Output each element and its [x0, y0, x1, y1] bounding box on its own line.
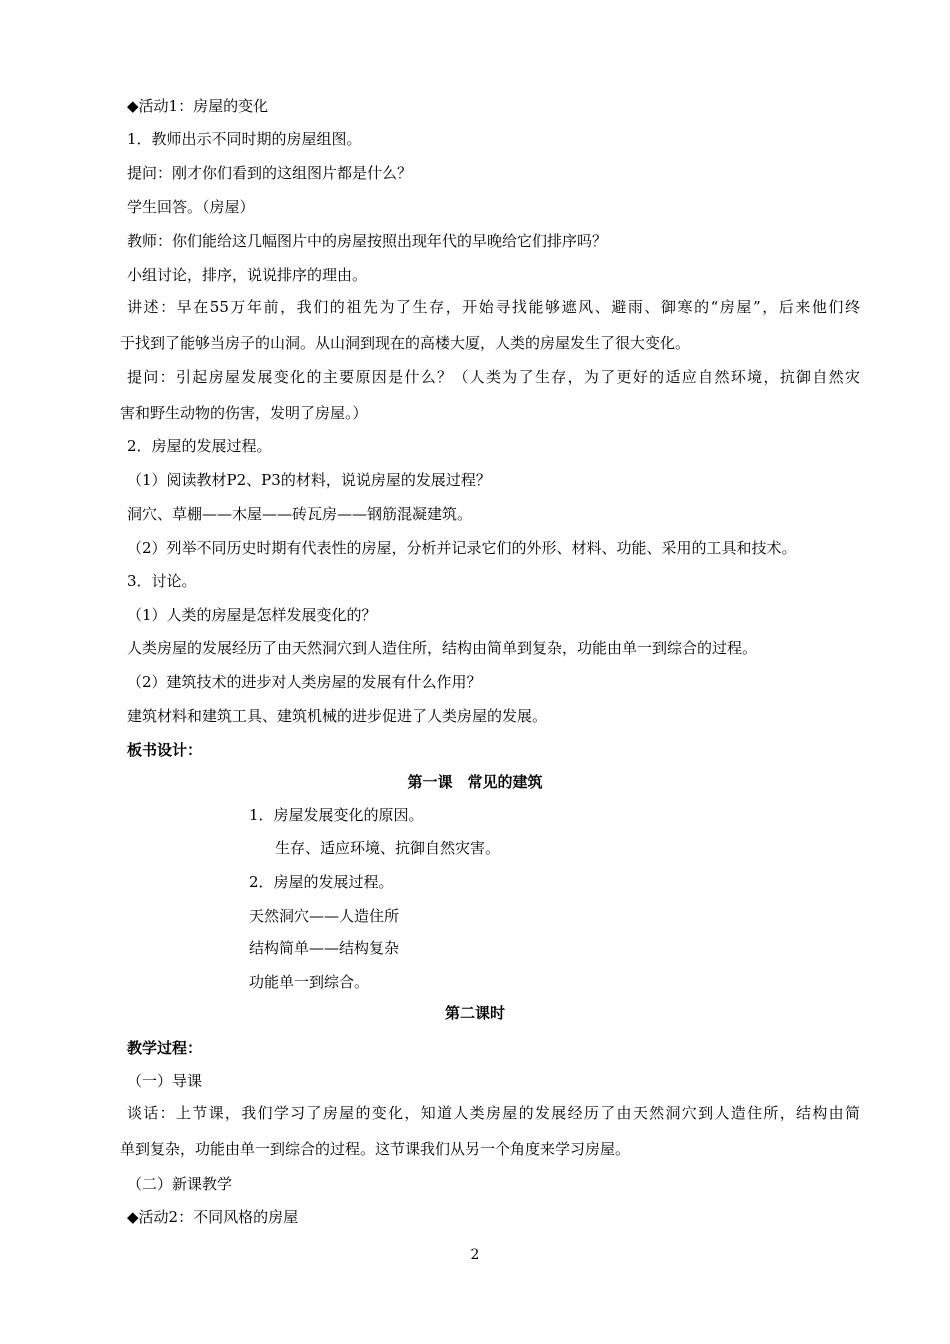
talk-line-2: 单到复杂，功能由单一到综合的过程。这节课我们从另一个角度来学习房屋。: [120, 1140, 631, 1158]
step-2-answer-1: 洞穴、草棚——木屋——砖瓦房——钢筋混凝建筑。: [127, 505, 473, 523]
board-item-2-detail-1: 天然洞穴——人造住所: [249, 907, 400, 925]
question-2-line-1: 提问：引起房屋发展变化的主要原因是什么？（人类为了生存，为了更好的适应自然环境，抗御自然灾: [127, 368, 860, 386]
step-3-answer-2: 建筑材料和建筑工具、建筑机械的进步促进了人类房屋的发展。: [127, 707, 548, 725]
step-2: 2．房屋的发展过程。: [127, 437, 272, 455]
step-1: 1．教师出示不同时期的房屋组图。: [127, 130, 362, 148]
talk-line-1: 谈话：上节课，我们学习了房屋的变化，知道人类房屋的发展经历了由天然洞穴到人造住所，结构由简: [127, 1104, 860, 1122]
board-design-heading: 板书设计：: [127, 741, 203, 759]
question-text: 提问：刚才你们看到的这组图片都是什么？: [127, 164, 413, 182]
step-3-sub-2: （2）建筑技术的进步对人类房屋的发展有什么作用？: [127, 673, 482, 691]
teacher-question: 教师：你们能给这几幅图片中的房屋按照出现年代的早晚给它们排序吗？: [127, 232, 608, 250]
step-3-sub-1: （1）人类的房屋是怎样发展变化的？: [127, 606, 377, 624]
page-number: 2: [470, 1247, 480, 1263]
group-discussion: 小组讨论，排序，说说排序的理由。: [127, 266, 368, 284]
teaching-process-heading: 教学过程：: [127, 1039, 203, 1057]
step-3: 3．讨论。: [127, 572, 197, 590]
board-item-2-detail-3: 功能单一到综合。: [249, 973, 370, 991]
board-title: 第一课 常见的建筑: [407, 773, 543, 791]
step-2-sub-2: （2）列举不同历史时期有代表性的房屋，分析并记录它们的外形、材料、功能、采用的工具和技术。: [127, 539, 797, 557]
student-answer: 学生回答。（房屋）: [127, 198, 255, 216]
intro-heading: （一）导课: [127, 1072, 203, 1090]
activity-2-heading: ◆活动2：不同风格的房屋: [127, 1208, 299, 1226]
narration-line-2: 于找到了能够当房子的山洞。从山洞到现在的高楼大厦，人类的房屋发生了很大变化。: [120, 334, 691, 352]
board-item-1-detail: 生存、适应环境、抗御自然灾害。: [275, 839, 501, 857]
activity-1-heading: ◆活动1：房屋的变化: [127, 97, 269, 115]
board-item-2: 2．房屋的发展过程。: [249, 873, 394, 891]
step-2-sub-1: （1）阅读教材P2、P3的材料，说说房屋的发展过程？: [127, 471, 491, 489]
new-lesson-heading: （二）新课教学: [127, 1175, 233, 1193]
narration-line-1: 讲述：早在55万年前，我们的祖先为了生存，开始寻找能够遮风、避雨、御寒的“房屋”，后来他们终: [127, 298, 860, 316]
question-2-line-2: 害和野生动物的伤害，发明了房屋。）: [120, 404, 368, 422]
second-lesson-heading: 第二课时: [444, 1004, 505, 1022]
board-item-1: 1．房屋发展变化的原因。: [249, 806, 424, 824]
board-item-2-detail-2: 结构简单——结构复杂: [249, 939, 400, 957]
step-3-answer-1: 人类房屋的发展经历了由天然洞穴到人造住所，结构由简单到复杂，功能由单一到综合的过程。: [127, 639, 758, 657]
